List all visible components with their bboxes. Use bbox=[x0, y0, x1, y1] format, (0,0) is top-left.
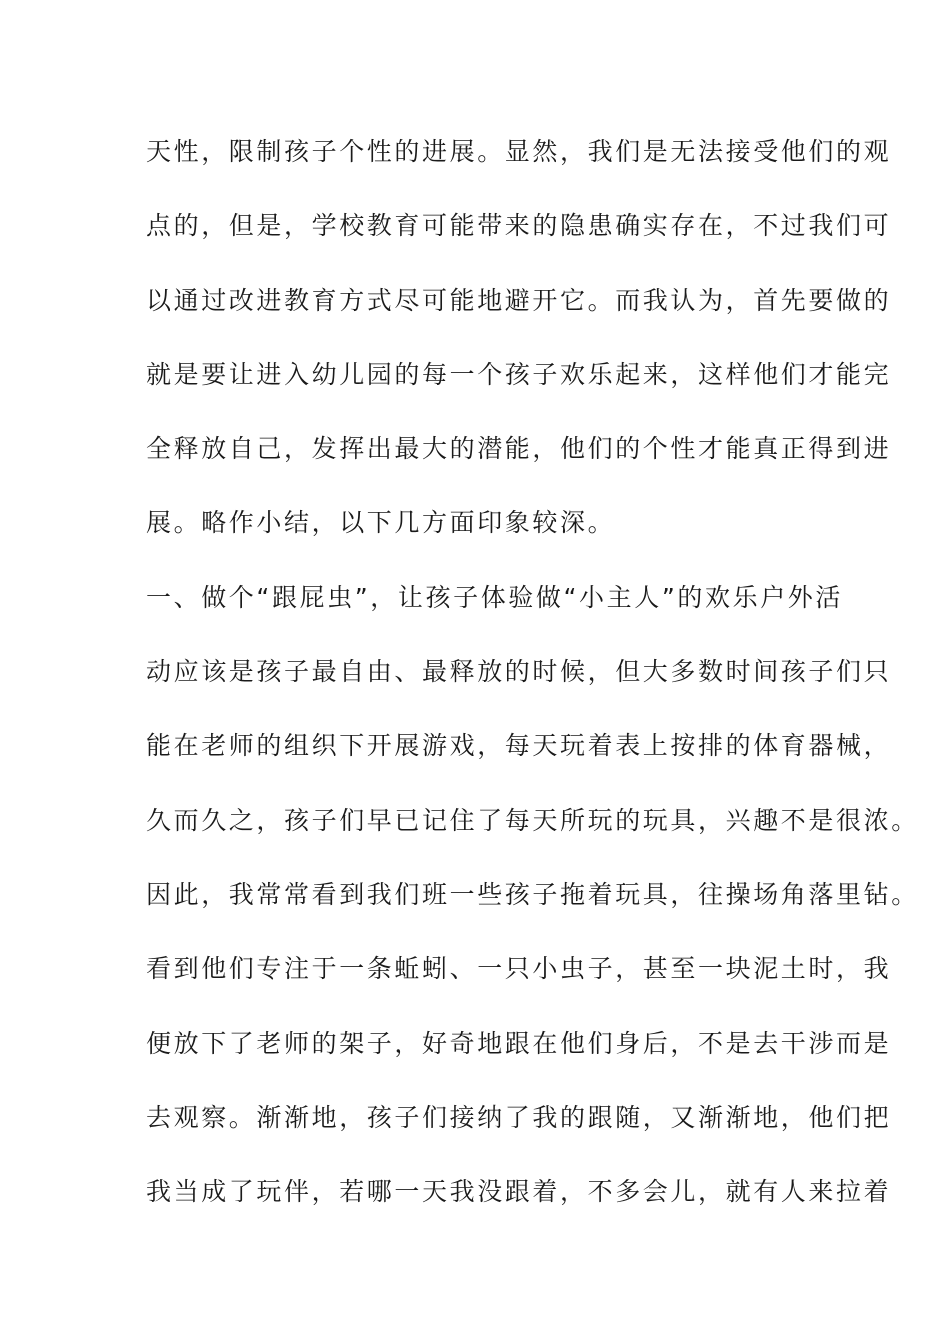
text-line: 全释放自己，发挥出最大的潜能，他们的个性才能真正得到进 bbox=[146, 434, 892, 464]
text-line: 能在老师的组织下开展游戏，每天玩着表上按排的体育器械， bbox=[146, 731, 892, 761]
text-line: 因此，我常常看到我们班一些孩子拖着玩具，往操场角落里钻。 bbox=[146, 879, 919, 909]
text-line: 便放下了老师的架子，好奇地跟在他们身后，不是去干涉而是 bbox=[146, 1028, 892, 1058]
section-heading-line: 一、做个“跟屁虫”，让孩子体验做“小主人”的欢乐户外活 bbox=[146, 582, 844, 612]
body-text bbox=[146, 132, 919, 1246]
text-line: 去观察。渐渐地，孩子们接纳了我的跟随，又渐渐地，他们把 bbox=[146, 1102, 892, 1132]
text-line: 点的，但是，学校教育可能带来的隐患确实存在，不过我们可 bbox=[146, 211, 892, 241]
text-line: 看到他们专注于一条蚯蚓、一只小虫子，甚至一块泥土时，我 bbox=[146, 954, 892, 984]
text-line: 就是要让进入幼儿园的每一个孩子欢乐起来，这样他们才能完 bbox=[146, 359, 892, 389]
text-line: 我当成了玩伴，若哪一天我没跟着，不多会儿，就有人来拉着 bbox=[146, 1177, 892, 1207]
text-line: 天性，限制孩子个性的进展。显然，我们是无法接受他们的观 bbox=[146, 137, 892, 166]
text-line: 展。略作小结，以下几方面印象较深。 bbox=[146, 508, 616, 538]
text-line: 久而久之，孩子们早已记住了每天所玩的玩具，兴趣不是很浓。 bbox=[146, 805, 919, 835]
text-line: 动应该是孩子最自由、最释放的时候，但大多数时间孩子们只 bbox=[146, 657, 892, 687]
text-line: 以通过改进教育方式尽可能地避开它。而我认为，首先要做的 bbox=[146, 285, 892, 315]
